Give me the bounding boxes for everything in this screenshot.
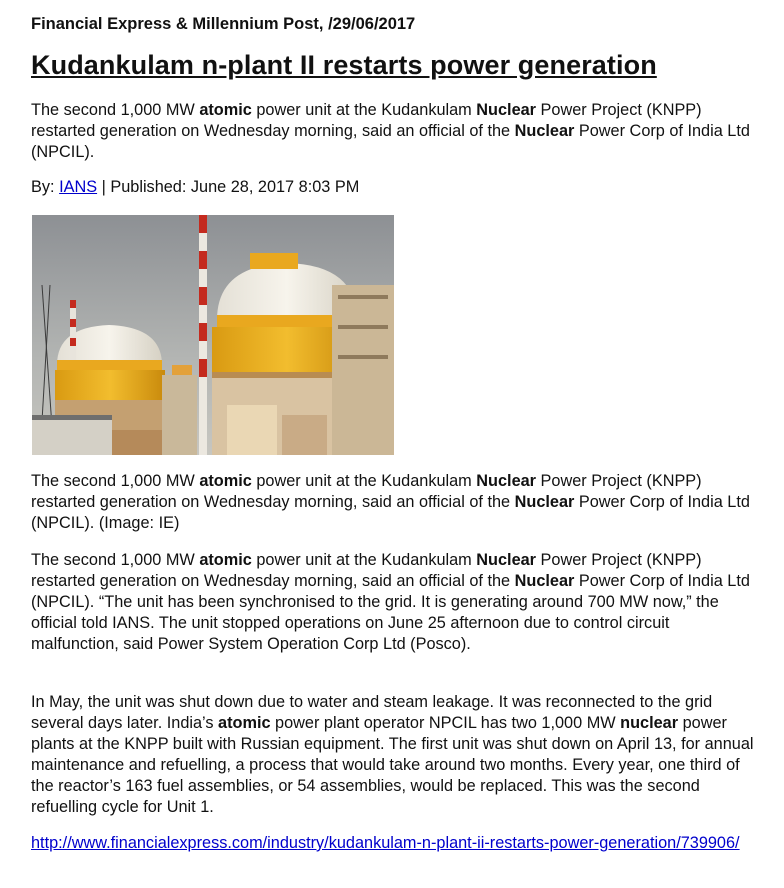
- intro-paragraph: The second 1,000 MW atomic power unit at the Kudankulam Nuclear Power Project (KNPP) restarted generation on Wednesday morning, said an official of the Nuclear Power Corp of India Ltd (NPCIL).: [31, 101, 750, 161]
- article-link[interactable]: http://www.financialexpress.com/industry/kudankulam-n-plant-ii-restarts-power-generation/739906/: [31, 834, 740, 852]
- body-paragraph-1: The second 1,000 MW atomic power unit at the Kudankulam Nuclear Power Project (KNPP) restarted generation on Wednesday morning, said an official of the Nuclear Power Corp of India Ltd (NPCIL). “The unit has been synchronised to the grid. It is generating around 700 MW now,” the official told IANS. The unit stopped operations on June 25 afternoon due to control circuit malfunction, said Power System Operation Corp Ltd (Posco).: [31, 551, 750, 653]
- body-paragraph-2: In May, the unit was shut down due to water and steam leakage. It was reconnected to the grid several days later. India’s atomic power plant operator NPCIL has two 1,000 MW nuclear power plants at the KNPP built with Russian equipment. The first unit was shut down on April 13, for annual maintenance and refuelling, a process that would take around two months. Every year, one third of the reactor’s 163 fuel assemblies, or 54 assemblies, would be replaced. This was the second refuelling cycle for Unit 1.: [31, 693, 754, 816]
- published-date: | Published: June 28, 2017 8:03 PM: [97, 178, 360, 196]
- photo-caption: The second 1,000 MW atomic power unit at the Kudankulam Nuclear Power Project (KNPP) restarted generation on Wednesday morning, said an official of the Nuclear Power Corp of India Ltd (NPCIL). (Image: IE): [31, 472, 750, 532]
- headline: Kudankulam n-plant II restarts power generation: [31, 50, 657, 80]
- article-url: [31, 833, 751, 854]
- byline: By: IANS | Published: June 28, 2017 8:03 PM: [31, 178, 360, 196]
- nuclear-plant-photo: [32, 215, 394, 455]
- source-line: Financial Express & Millennium Post, /29/06/2017: [31, 15, 416, 33]
- author-link[interactable]: IANS: [59, 178, 98, 196]
